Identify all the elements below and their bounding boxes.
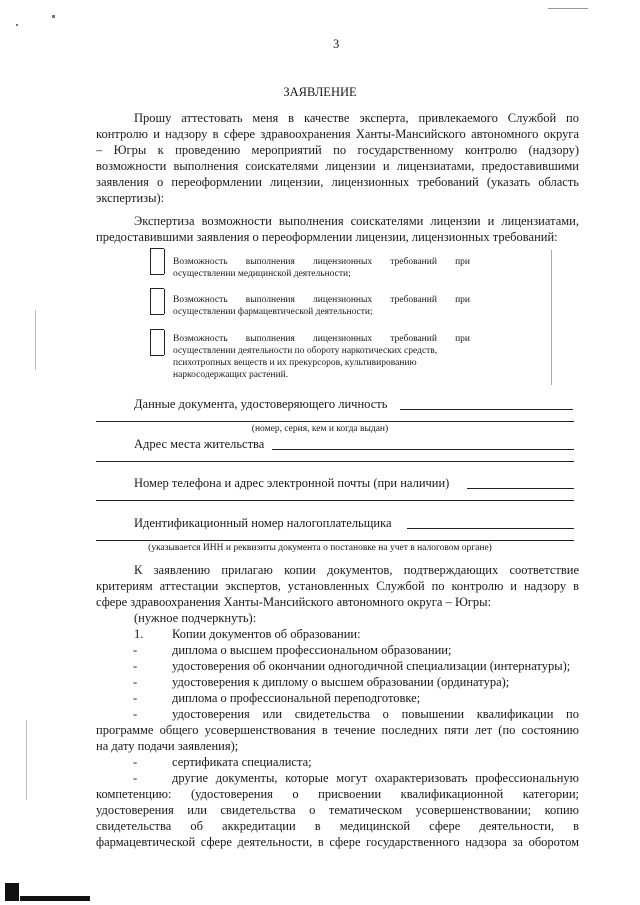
scan-speck — [52, 15, 55, 18]
attachments-intro-line: критериям аттестации экспертов, установленных Службой по контролю и надзору в — [96, 579, 579, 593]
document-option-cont: компетенцию: (удостоверения о присвоении квалификационной категории; — [96, 787, 579, 801]
document-option-cont: на дату подачи заявления); — [96, 739, 239, 753]
item-number: 1. — [134, 627, 144, 641]
address-input-line-full[interactable] — [96, 461, 574, 462]
document-option[interactable]: удостоверения или свидетельства о повышении квалификации по — [172, 707, 579, 721]
intro-line: контролю и надзору в сфере здравоохранения Ханты-Мансийского автономного округа — [96, 127, 579, 141]
option-medical-line: Возможность выполнения лицензионных требований при — [173, 257, 470, 267]
expertise-line: Экспертиза возможности выполнения соискателями лицензии и лицензиатами, — [134, 214, 579, 228]
document-option[interactable]: сертификата специалиста; — [172, 755, 312, 769]
intro-line: – Югры к проведению мероприятий по государственному контролю (надзору) — [96, 143, 579, 157]
document-option[interactable]: диплома о высшем профессиональном образовании; — [172, 643, 452, 657]
document-option-cont: удостоверения или свидетельства о тематическом усовершенствовании; копию — [96, 803, 579, 817]
option-narcotics-line: психотропных веществ и их прекурсоров, культивированию — [173, 358, 417, 368]
phone-label: Номер телефона и адрес электронной почты (при наличии) — [134, 476, 450, 490]
address-input-line[interactable] — [272, 449, 574, 450]
option-narcotics-line: Возможность выполнения лицензионных требований при — [173, 334, 470, 344]
checkbox-medical[interactable] — [150, 248, 164, 275]
intro-line: экспертизы): — [96, 191, 165, 205]
inn-input-line-full[interactable] — [96, 540, 574, 541]
attachments-intro-line: К заявлению прилагаю копии документов, подтверждающих соответствие — [134, 563, 579, 577]
phone-input-line-full[interactable] — [96, 500, 574, 501]
option-pharmaceutical-line: осуществлении фармацевтической деятельности; — [173, 307, 373, 317]
item-label: Копии документов об образовании: — [172, 627, 361, 641]
document-title: ЗАЯВЛЕНИЕ — [283, 85, 357, 99]
checkbox-pharmaceutical[interactable] — [150, 288, 164, 315]
address-label: Адрес места жительства — [134, 437, 265, 451]
inn-hint: (указывается ИНН и реквизиты документа о постановке на учет в налоговом органе) — [148, 543, 492, 553]
document-option-cont: свидетельства об аккредитации в медицинской сфере деятельности, в — [96, 819, 579, 833]
page-number: 3 — [333, 37, 340, 51]
scan-speck — [5, 883, 19, 901]
document-option[interactable]: диплома о профессиональной переподготовке; — [172, 691, 421, 705]
checkbox-narcotics[interactable] — [150, 329, 164, 356]
attachments-note: (нужное подчеркнуть): — [134, 611, 257, 625]
intro-line: возможности выполнения соискателями лицензии и лицензиатами, предоставившими — [96, 159, 579, 173]
inn-label: Идентификационный номер налогоплательщика — [134, 516, 392, 530]
dash-marker: - — [133, 707, 138, 721]
scan-speck — [551, 250, 552, 385]
document-option-cont: программе общего усовершенствования в течение последних пяти лет (по состоянию — [96, 723, 579, 737]
scan-speck — [20, 896, 90, 901]
dash-marker: - — [133, 643, 138, 657]
scan-speck — [16, 24, 18, 26]
option-pharmaceutical-line: Возможность выполнения лицензионных требований при — [173, 295, 470, 305]
document-option[interactable]: удостоверения к диплому о высшем образовании (ординатура); — [172, 675, 510, 689]
document-option[interactable]: удостоверения об окончании одногодичной специализации (интернатуры); — [172, 659, 571, 673]
dash-marker: - — [133, 659, 138, 673]
identity-input-line[interactable] — [400, 409, 573, 410]
option-medical-line: осуществлении медицинской деятельности; — [173, 269, 351, 279]
intro-line: Прошу аттестовать меня в качестве эксперта, привлекаемого Службой по — [134, 111, 579, 125]
dash-marker: - — [133, 675, 138, 689]
dash-marker: - — [133, 755, 138, 769]
dash-marker: - — [133, 771, 138, 785]
identity-label: Данные документа, удостоверяющего личность — [134, 397, 388, 411]
document-option[interactable]: другие документы, которые могут охарактеризовать профессиональную — [172, 771, 579, 785]
expertise-line: предоставившими заявления о переоформлении лицензии, лицензионных требований: — [96, 230, 558, 244]
scan-speck — [548, 8, 588, 9]
option-narcotics-line: осуществлении деятельности по обороту наркотических средств, — [173, 346, 438, 356]
inn-input-line[interactable] — [407, 528, 574, 529]
identity-input-line-full[interactable] — [96, 421, 574, 422]
attachments-intro-line: сфере здравоохранения Ханты-Мансийского автономного округа – Югры: — [96, 595, 492, 609]
dash-marker: - — [133, 691, 138, 705]
document-option-cont: фармацевтической сфере деятельности, в сфере государственного надзора за оборотом — [96, 835, 579, 849]
scan-speck — [26, 720, 27, 800]
option-narcotics-line: наркосодержащих растений. — [173, 370, 289, 380]
intro-line: заявления о переоформлении лицензии, лицензионных требований (указать область — [96, 175, 579, 189]
scan-speck — [35, 310, 36, 370]
identity-hint: (номер, серия, кем и когда выдан) — [251, 424, 389, 434]
phone-input-line[interactable] — [467, 488, 574, 489]
